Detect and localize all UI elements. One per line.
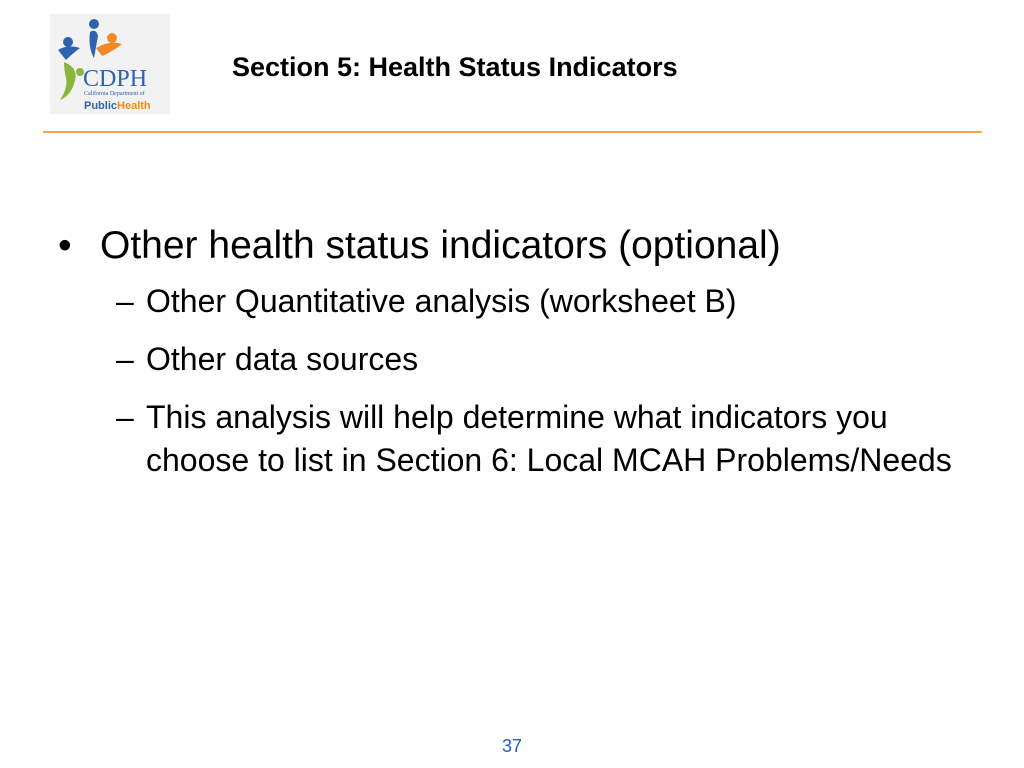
svg-text:PublicHealth (84, 100, 151, 112)
logo-line1: California Department of (84, 91, 145, 97)
dash-icon: – (116, 341, 134, 377)
sub-bullet-text: Other Quantitative analysis (worksheet B) (146, 283, 737, 319)
dash-icon: – (116, 283, 134, 319)
sub-bullet (116, 338, 958, 381)
slide-content (58, 222, 958, 497)
logo-health: Health (117, 100, 151, 112)
bullet-main (58, 222, 958, 270)
sub-bullet-text: Other data sources (146, 341, 419, 377)
logo-letters: CDPH (83, 66, 148, 92)
cdph-logo (50, 14, 170, 114)
sub-bullet (116, 396, 958, 482)
bullet-dot-icon: • (58, 224, 72, 267)
dash-icon: – (116, 399, 134, 435)
sub-bullet-list (58, 280, 958, 482)
logo-public: Public (84, 100, 118, 112)
slide-title: Section 5: Health Status Indicators (232, 52, 678, 82)
sub-bullet-text: This analysis will help determine what indicators you choose to list in Section 6: Local MCAH Problems/Needs (146, 399, 952, 478)
sub-bullet (116, 280, 958, 323)
title-divider (43, 131, 982, 133)
bullet-main-text: Other health status indicators (optional) (100, 224, 781, 267)
page-number: 37 (501, 736, 523, 756)
